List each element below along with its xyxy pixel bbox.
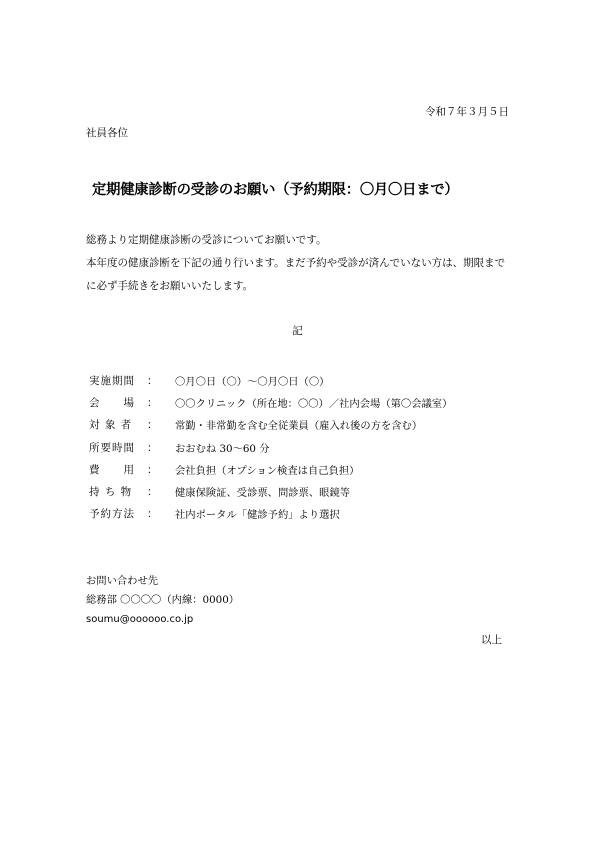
detail-row-period: [89, 369, 529, 391]
detail-label: 対 象 者: [89, 419, 133, 432]
detail-colon: ：: [147, 396, 158, 409]
detail-value: 社内ポータル「健診予約」より選択: [175, 509, 340, 522]
detail-colon: ：: [147, 463, 158, 476]
detail-value: 〇月〇日（〇）～〇月〇日（〇）: [175, 375, 330, 388]
detail-row-cost: [89, 458, 529, 480]
ki-marker: 記: [292, 325, 303, 337]
detail-value: 常勤・非常勤を含む全従業員（雇入れ後の方を含む）: [175, 420, 423, 433]
detail-row-target: [89, 414, 529, 436]
detail-value: 会社負担（オプション検査は自己負担）: [175, 464, 360, 477]
document-title: 定期健康診断の受診のお願い（予約期限：〇月〇日まで）: [92, 182, 459, 198]
document-date: 令和７年３月５日: [425, 106, 509, 118]
detail-label: 会 場: [89, 396, 135, 409]
closing-mark: 以上: [481, 634, 502, 646]
detail-row-venue: [89, 391, 529, 413]
detail-label: 持 ち 物: [89, 486, 133, 499]
detail-colon: ：: [147, 441, 158, 454]
detail-value: 健康保険証、受診票、問診票、眼鏡等: [175, 487, 351, 500]
recipient: 社員各位: [86, 127, 128, 139]
detail-label: 実施期間: [89, 374, 135, 387]
detail-row-reservation: [89, 503, 529, 525]
detail-row-duration: [89, 436, 529, 458]
detail-colon: ：: [147, 486, 158, 499]
contact-department: 総務部 〇〇〇〇（内線：0000）: [86, 594, 240, 606]
detail-value: おおむね 30～60 分: [175, 442, 270, 455]
details-list: [89, 369, 529, 525]
contact-block: [86, 572, 239, 629]
detail-colon: ：: [147, 374, 158, 387]
body-paragraph: 本年度の健康診断を下記の通り行います。まだ予約や受診が済んでいない方は、期限までに必ず手続きをお願いいたします。: [86, 257, 506, 292]
detail-label: 所要時間: [89, 441, 135, 454]
detail-colon: ：: [147, 508, 158, 521]
detail-label: 費 用: [89, 463, 135, 476]
detail-colon: ：: [147, 419, 158, 432]
contact-email-link[interactable]: soumu@oooooo.co.jp: [86, 614, 194, 625]
body-text: [86, 229, 511, 298]
detail-value: 〇〇クリニック（所在地：〇〇）／社内会場（第〇会議室）: [175, 397, 453, 410]
detail-label: 予約方法: [89, 508, 135, 521]
contact-heading: お問い合わせ先: [86, 575, 159, 587]
body-paragraph: 総務より定期健康診断の受診についてお願いです。: [86, 234, 327, 246]
detail-row-belongings: [89, 480, 529, 502]
